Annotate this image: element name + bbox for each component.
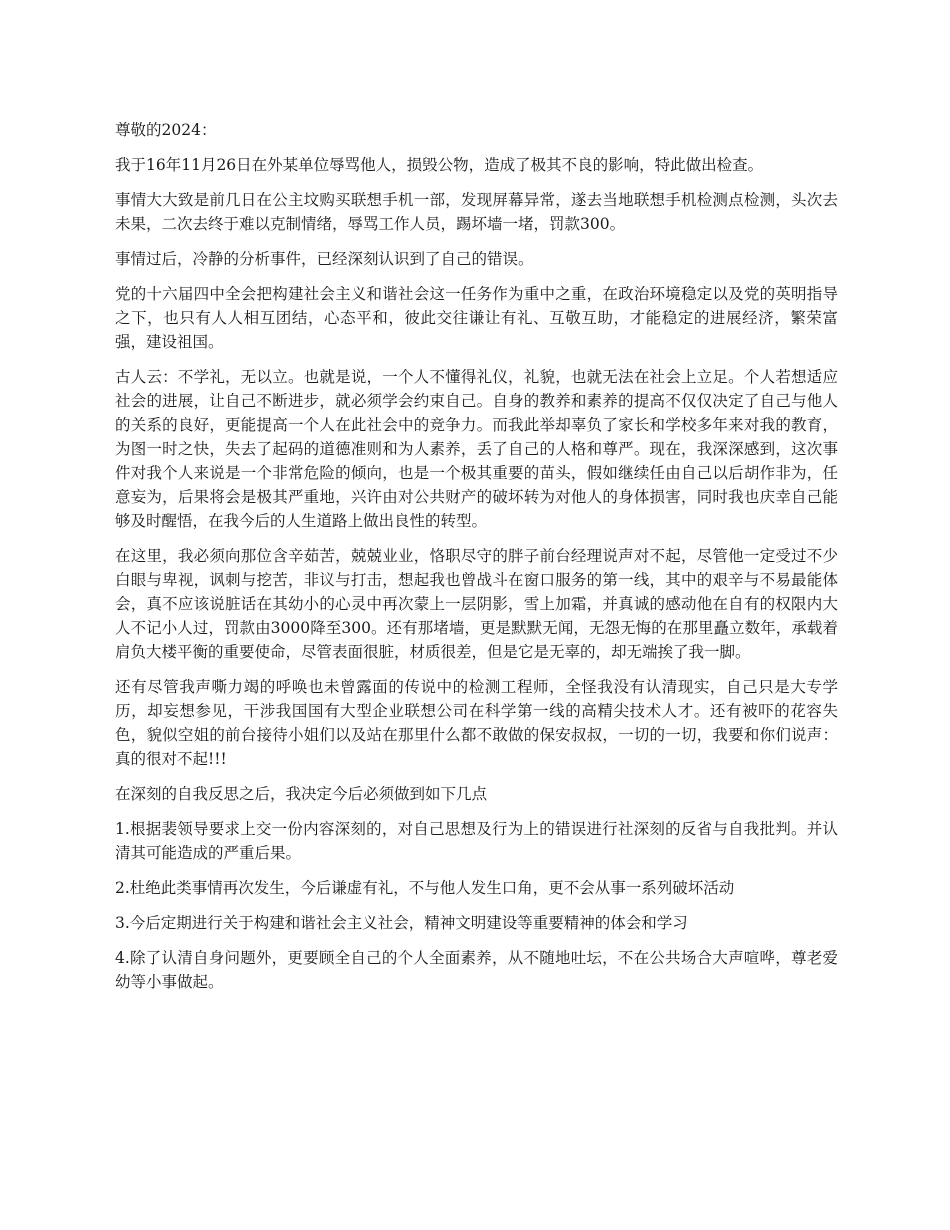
- paragraph-etiquette: 古人云：不学礼，无以立。也就是说，一个人不懂得礼仪，礼貌，也就无法在社会上立足。个人若想适应社会的进展，让自己不断进步，就必须学会约束自己。自身的教养和素养的提高不仅仅决定了自己与他人的关系的良好，更能提高一个人在此社会中的竞争力。而我此举却辜负了家长和学校多年来对我的教育，为图一时之快，失去了起码的道德准则和为人素养，丢了自己的人格和尊严。现在，我深深感到，这次事件对我个人来说是一个非常危险的倾向，也是一个极其重要的苗头，假如继续任由自己以后胡作非为，任意妄为，后果将会是极其严重地，兴许由对公共财产的破坏转为对他人的身体损害，同时我也庆幸自己能够及时醒悟，在我今后的人生道路上做出良性的转型。: [115, 368, 838, 530]
- document-page: [115, 118, 838, 1005]
- paragraph-incident-details: 事情大大致是前几日在公主坟购买联想手机一部，发现屏幕异常，遂去当地联想手机检测点检测，头次去未果，二次去终于难以克制情绪，辱骂工作人员，踢坏墙一堵，罚款300。: [115, 191, 838, 233]
- paragraph-apology-others: 还有尽管我声嘶力竭的呼唤也未曾露面的传说中的检测工程师，全怪我没有认清现实，自己只是大专学历，却妄想参见，干涉我国国有大型企业联想公司在科学第一线的高精尖技术人才。还有被吓的花容失色，貌似空姐的前台接待小姐们以及站在那里什么都不敢做的保安叔叔，一切的一切，我要和你们说声：真的很对不起!!!: [115, 678, 838, 768]
- resolution-item-1: 1.根据裴领导要求上交一份内容深刻的，对自己思想及行为上的错误进行社深刻的反省与自我批判。并认清其可能造成的严重后果。: [115, 820, 838, 862]
- paragraph-apology-manager: 在这里，我必须向那位含辛茹苦，兢兢业业，恪职尽守的胖子前台经理说声对不起，尽管他一定受过不少白眼与卑视，讽刺与挖苦，非议与打击，想起我也曾战斗在窗口服务的第一线，其中的艰辛与不易最能体会，真不应该说脏话在其幼小的心灵中再次蒙上一层阴影，雪上加霜，并真诚的感动他在自有的权限内大人不记小人过，罚款由3000降至300。还有那堵墙，更是默默无闻，无怨无悔的在那里矗立数年，承载着肩负大楼平衡的重要使命，尽管表面很脏，材质很差，但是它是无辜的，却无端挨了我一脚。: [115, 547, 838, 661]
- paragraph-incident-summary: 我于16年11月26日在外某单位辱骂他人，损毁公物，造成了极其不良的影响，特此做出检查。: [115, 156, 764, 174]
- salutation: 尊敬的2024：: [115, 121, 217, 139]
- resolution-item-2: 2.杜绝此类事情再次发生，今后谦虚有礼，不与他人发生口角，更不会从事一系列破坏活动: [115, 879, 735, 897]
- paragraph-reflection: 事情过后，冷静的分析事件，已经深刻认识到了自己的错误。: [115, 250, 534, 268]
- resolution-item-3: 3.今后定期进行关于构建和谐社会主义社会，精神文明建设等重要精神的体会和学习: [115, 914, 688, 932]
- paragraph-resolutions-intro: 在深刻的自我反思之后，我决定今后必须做到如下几点: [115, 785, 488, 803]
- resolution-item-4: 4.除了认清自身问题外，更要顾全自己的个人全面素养，从不随地吐坛，不在公共场合大声喧哗，尊老爱幼等小事做起。: [115, 949, 838, 991]
- paragraph-harmonious-society: 党的十六届四中全会把构建社会主义和谐社会这一任务作为重中之重，在政治环境稳定以及党的英明指导之下，也只有人人相互团结，心态平和，彼此交往谦让有礼、互敬互助，才能稳定的进展经济，繁荣富强，建设祖国。: [115, 285, 838, 351]
